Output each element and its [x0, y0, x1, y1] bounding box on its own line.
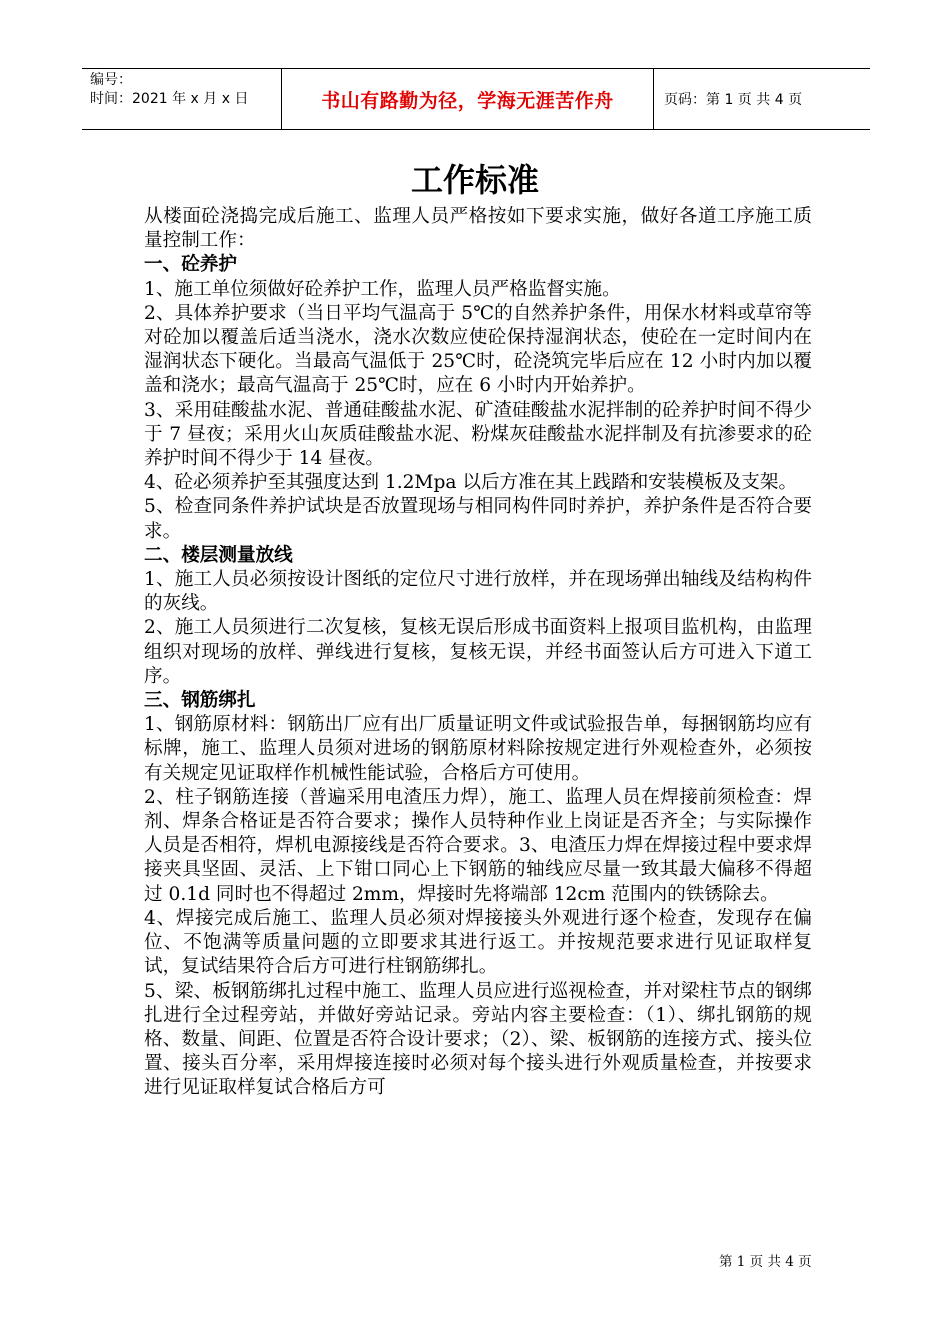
paragraph: 1、钢筋原材料：钢筋出厂应有出厂质量证明文件或试验报告单，每捆钢筋均应有标牌，施工、监理人员须对进场的钢筋原材料除按规定进行外观检查外，必须按有关规定见证取样作机械性能试验，合格后方可使用。	[144, 714, 812, 784]
paragraph: 4、焊接完成后施工、监理人员必须对焊接接头外观进行逐个检查，发现存在偏位、不饱满等质量问题的立即要求其进行返工。并按规范要求进行见证取样复试，复试结果符合后方可进行柱钢筋绑扎。	[144, 907, 812, 978]
paragraph: 1、施工人员必须按设计图纸的定位尺寸进行放样，并在现场弹出轴线及结构构件的灰线。	[144, 569, 812, 615]
document-title: 工作标准	[410, 161, 539, 199]
section-heading-curing: 一、砼养护	[144, 254, 237, 276]
paragraph: 2、具体养护要求（当日平均气温高于 5℃的自然养护条件，用保水材料或草帘等对砼加以覆盖后适当浇水，浇水次数应使砼保持湿润状态，使砼在一定时间内在湿润状态下硬化。当最高气温低于 25℃时，砼浇筑完毕后应在 12 小时内加以覆盖和浇水；最高气温高于 25℃时，应在 6 小时内开始养护。	[144, 302, 812, 397]
section-heading-survey: 二、楼层测量放线	[144, 544, 293, 566]
paragraph: 5、检查同条件养护试块是否放置现场与相同构件同时养护，养护条件是否符合要求。	[144, 496, 812, 542]
paragraph: 1、施工单位须做好砼养护工作，监理人员严格监督实施。	[144, 278, 621, 300]
paragraph: 3、采用硅酸盐水泥、普通硅酸盐水泥、矿渣硅酸盐水泥拌制的砼养护时间不得少于 7 昼夜；采用火山灰质硅酸盐水泥、粉煤灰硅酸盐水泥拌制及有抗渗要求的砼养护时间不得少于 14 昼夜。	[144, 399, 812, 470]
time-label: 时间：2021 年 x 月 x 日	[90, 91, 249, 107]
page-footer: 第 1 页 共 4 页	[719, 1254, 812, 1270]
intro-paragraph: 从楼面砼浇捣完成后施工、监理人员严格按如下要求实施，做好各道工序施工质量控制工作：	[144, 206, 812, 252]
page-label: 页码：第 1 页 共 4 页	[664, 92, 803, 108]
document-body	[144, 205, 812, 1101]
motto: 书山有路勤为径，学海无涯苦作舟	[321, 89, 614, 112]
page-header	[82, 68, 870, 130]
section-heading-rebar: 三、钢筋绑扎	[144, 690, 256, 712]
header-page-cell	[654, 69, 870, 129]
paragraph: 2、施工人员须进行二次复核，复核无误后形成书面资料上报项目监机构，由监理组织对现场的放样、弹线进行复核，复核无误，并经书面签认后方可进入下道工序。	[144, 617, 812, 687]
paragraph: 5、梁、板钢筋绑扎过程中施工、监理人员应进行巡视检查，并对梁柱节点的钢绑扎进行全过程旁站，并做好旁站记录。旁站内容主要检查：（1）、绑扎钢筋的规格、数量、间距、位置是否符合设计要求；（2）、梁、板钢筋的连接方式、接头位置、接头百分率，采用焊接连接时必须对每个接头进行外观质量检查，并按要求进行见证取样复试合格后方可	[144, 980, 812, 1099]
paragraph: 4、砼必须养护至其强度达到 1.2Mpa 以后方准在其上践踏和安装模板及支架。	[144, 472, 798, 494]
paragraph: 2、柱子钢筋连接（普遍采用电渣压力焊），施工、监理人员在焊接前须检查：焊剂、焊条合格证是否符合要求；操作人员特种作业上岗证是否齐全；与实际操作人员是否相符，焊机电源接线是否符合要求。3、电渣压力焊在焊接过程中要求焊接夹具坚固、灵活、上下钳口同心上下钢筋的轴线应尽量一致其最大偏移不得超过 0.1d 同时也不得超过 2mm，焊接时先将端部 12cm 范围内的铁锈除去。	[144, 786, 812, 905]
number-label: 编号：	[90, 72, 132, 88]
header-meta	[82, 69, 282, 129]
header-motto-cell	[282, 69, 654, 129]
